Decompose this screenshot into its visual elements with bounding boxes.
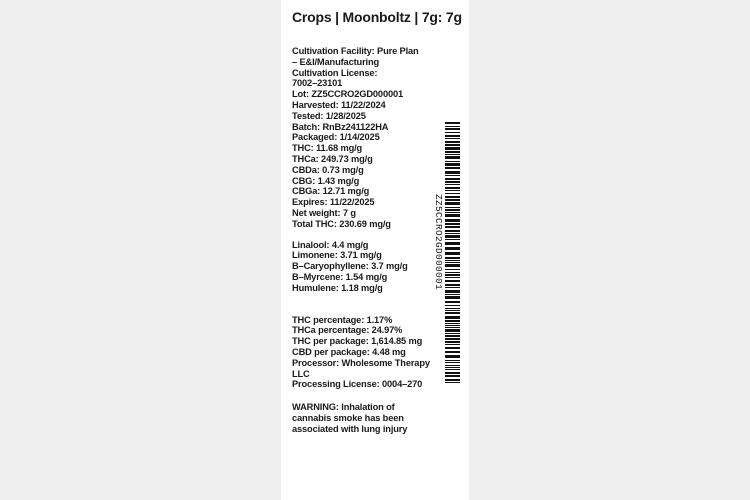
potency-section	[292, 315, 442, 391]
barcode-bar	[445, 171, 460, 174]
barcode-bar	[445, 122, 460, 124]
barcode-bar	[445, 335, 460, 337]
barcode-bar	[445, 375, 460, 377]
barcode-bar	[445, 202, 460, 205]
detail-line: Packaged: 1/14/2025	[292, 132, 380, 143]
detail-line: Cultivation Facility: Pure Plan	[292, 46, 419, 56]
barcode-bar	[445, 161, 460, 162]
barcode-bar	[445, 184, 460, 185]
barcode-bar	[445, 138, 460, 139]
potency-line: THC per package: 1,614.85 mg	[292, 336, 423, 347]
barcode-bar	[445, 272, 460, 273]
barcode-bar	[445, 323, 460, 324]
potency-line: LLC	[292, 368, 310, 379]
warning-line: WARNING: Inhalation of	[292, 402, 395, 413]
barcode-bar	[445, 223, 460, 225]
details-section	[292, 46, 442, 230]
barcode-bar	[445, 233, 460, 234]
barcode-bar	[445, 365, 460, 366]
barcode-bar	[445, 207, 460, 208]
detail-line: Tested: 1/28/2025	[292, 110, 366, 121]
potency-line: THCa percentage: 24.97%	[292, 325, 403, 336]
barcode-bar	[445, 264, 460, 267]
detail-line: Total THC: 230.69 mg/g	[292, 218, 391, 229]
detail-line: THCa: 249.73 mg/g	[292, 153, 373, 164]
barcode-bar	[445, 147, 460, 150]
detail-line: CBDa: 0.73 mg/g	[292, 164, 364, 175]
barcode-bar	[445, 369, 460, 370]
barcode-bar	[445, 269, 460, 270]
barcode-bar	[445, 128, 460, 130]
detail-line: THC: 11.68 mg/g	[292, 143, 363, 154]
detail-line: Lot: ZZ5CCRO2GD000001	[292, 89, 404, 100]
potency-line: CBD per package: 4.48 mg	[292, 346, 406, 357]
detail-line: CBGa: 12.71 mg/g	[292, 186, 370, 197]
barcode-bar	[445, 316, 460, 319]
barcode-bar	[445, 156, 460, 159]
label-info	[292, 46, 442, 435]
barcode-bar	[445, 290, 460, 293]
barcode-bar	[445, 367, 460, 368]
barcode-bar	[445, 178, 460, 180]
barcode-bar	[445, 277, 460, 278]
barcode-bar	[445, 252, 460, 255]
barcode-bar	[445, 294, 460, 295]
terpenes-section	[292, 240, 442, 294]
barcode-bar	[445, 347, 460, 349]
barcode-bar	[445, 379, 460, 381]
barcode-number: ZZ5CCRO2GD000001	[433, 194, 444, 291]
barcode-bar	[445, 187, 460, 189]
barcode-bar	[445, 190, 460, 191]
barcode-bar	[445, 151, 460, 153]
barcode-bar	[445, 163, 460, 166]
barcode-bar	[445, 280, 460, 282]
barcode-bar	[445, 308, 460, 309]
detail-line: Batch: RnBz241122HA	[292, 121, 389, 132]
potency-line: Processing License: 0004–270	[292, 379, 423, 390]
barcode-bar	[445, 193, 460, 194]
barcode-bar	[445, 341, 460, 343]
barcode-bar	[445, 226, 460, 228]
barcode-bar	[445, 338, 460, 340]
barcode-bar	[445, 301, 460, 303]
barcode-bar	[445, 329, 460, 332]
terpene-line: B–Caryophyllene: 3.7 mg/g	[292, 261, 408, 272]
terpene-line: Limonene: 3.71 mg/g	[292, 250, 382, 261]
barcode-bar	[445, 242, 460, 245]
terpene-line: B–Myrcene: 1.54 mg/g	[292, 271, 388, 282]
terpene-line: Humulene: 1.18 mg/g	[292, 282, 383, 293]
barcode-bar	[445, 310, 460, 311]
barcode-bar	[445, 196, 460, 198]
warning-line: associated with lung injury	[292, 423, 408, 434]
barcode-bar	[445, 344, 460, 345]
barcode-bar	[445, 154, 460, 155]
barcode-bar	[445, 360, 460, 361]
potency-line: Processor: Wholesome Therapy	[292, 357, 430, 368]
detail-line: Cultivation License:	[292, 67, 378, 78]
barcode-bar	[445, 219, 460, 222]
barcode-bar	[445, 355, 460, 358]
warning-line: cannabis smoke has been	[292, 412, 404, 423]
potency-line: THC percentage: 1.17%	[292, 314, 393, 325]
barcode-bar	[445, 320, 460, 322]
barcode-bar	[445, 199, 460, 201]
detail-line: Harvested: 11/22/2024	[292, 99, 386, 110]
product-label	[281, 0, 469, 500]
detail-line: Expires: 11/22/2025	[292, 197, 375, 208]
barcode-bar	[445, 135, 460, 137]
barcode-bar	[445, 312, 460, 314]
barcode-bar	[445, 333, 460, 334]
barcode-bar	[445, 257, 460, 259]
detail-line: CBG: 1.43 mg/g	[292, 175, 360, 186]
barcode-bar	[445, 247, 460, 250]
barcode-bar	[445, 262, 460, 263]
barcode-bar	[445, 351, 460, 353]
detail-line: 7002–23101	[292, 78, 343, 89]
barcode-bar	[445, 175, 460, 176]
barcode-bar	[445, 305, 460, 306]
barcode-bar	[445, 214, 460, 217]
product-title: Crops | Moonboltz | 7g: 7g	[292, 9, 462, 25]
barcode-bar	[445, 209, 460, 211]
detail-line: Net weight: 7 g	[292, 207, 356, 218]
barcode-bar	[445, 382, 460, 383]
barcode-bar	[445, 167, 460, 169]
barcode-bar	[445, 132, 460, 133]
barcode-bar	[445, 260, 460, 261]
barcode-icon	[445, 122, 460, 384]
barcode-bar	[445, 144, 460, 146]
barcode-bar	[445, 372, 460, 374]
detail-line: – E&I/Manufacturing	[292, 56, 380, 67]
barcode-bar	[445, 181, 460, 183]
barcode-bar	[445, 239, 460, 240]
barcode-bar	[445, 325, 460, 326]
barcode-bar	[445, 284, 460, 286]
barcode-bar	[445, 212, 460, 213]
barcode-bar	[445, 296, 460, 299]
barcode-bar	[445, 235, 460, 238]
barcode-bar	[445, 327, 460, 328]
barcode-bar	[445, 287, 460, 288]
barcode-bar	[445, 141, 460, 143]
barcode-bar	[445, 230, 460, 232]
terpene-line: Linalool: 4.4 mg/g	[292, 239, 369, 250]
barcode-bar	[445, 362, 460, 363]
barcode-bar	[445, 274, 460, 276]
warning-section	[292, 402, 442, 434]
barcode-bar	[445, 126, 460, 127]
